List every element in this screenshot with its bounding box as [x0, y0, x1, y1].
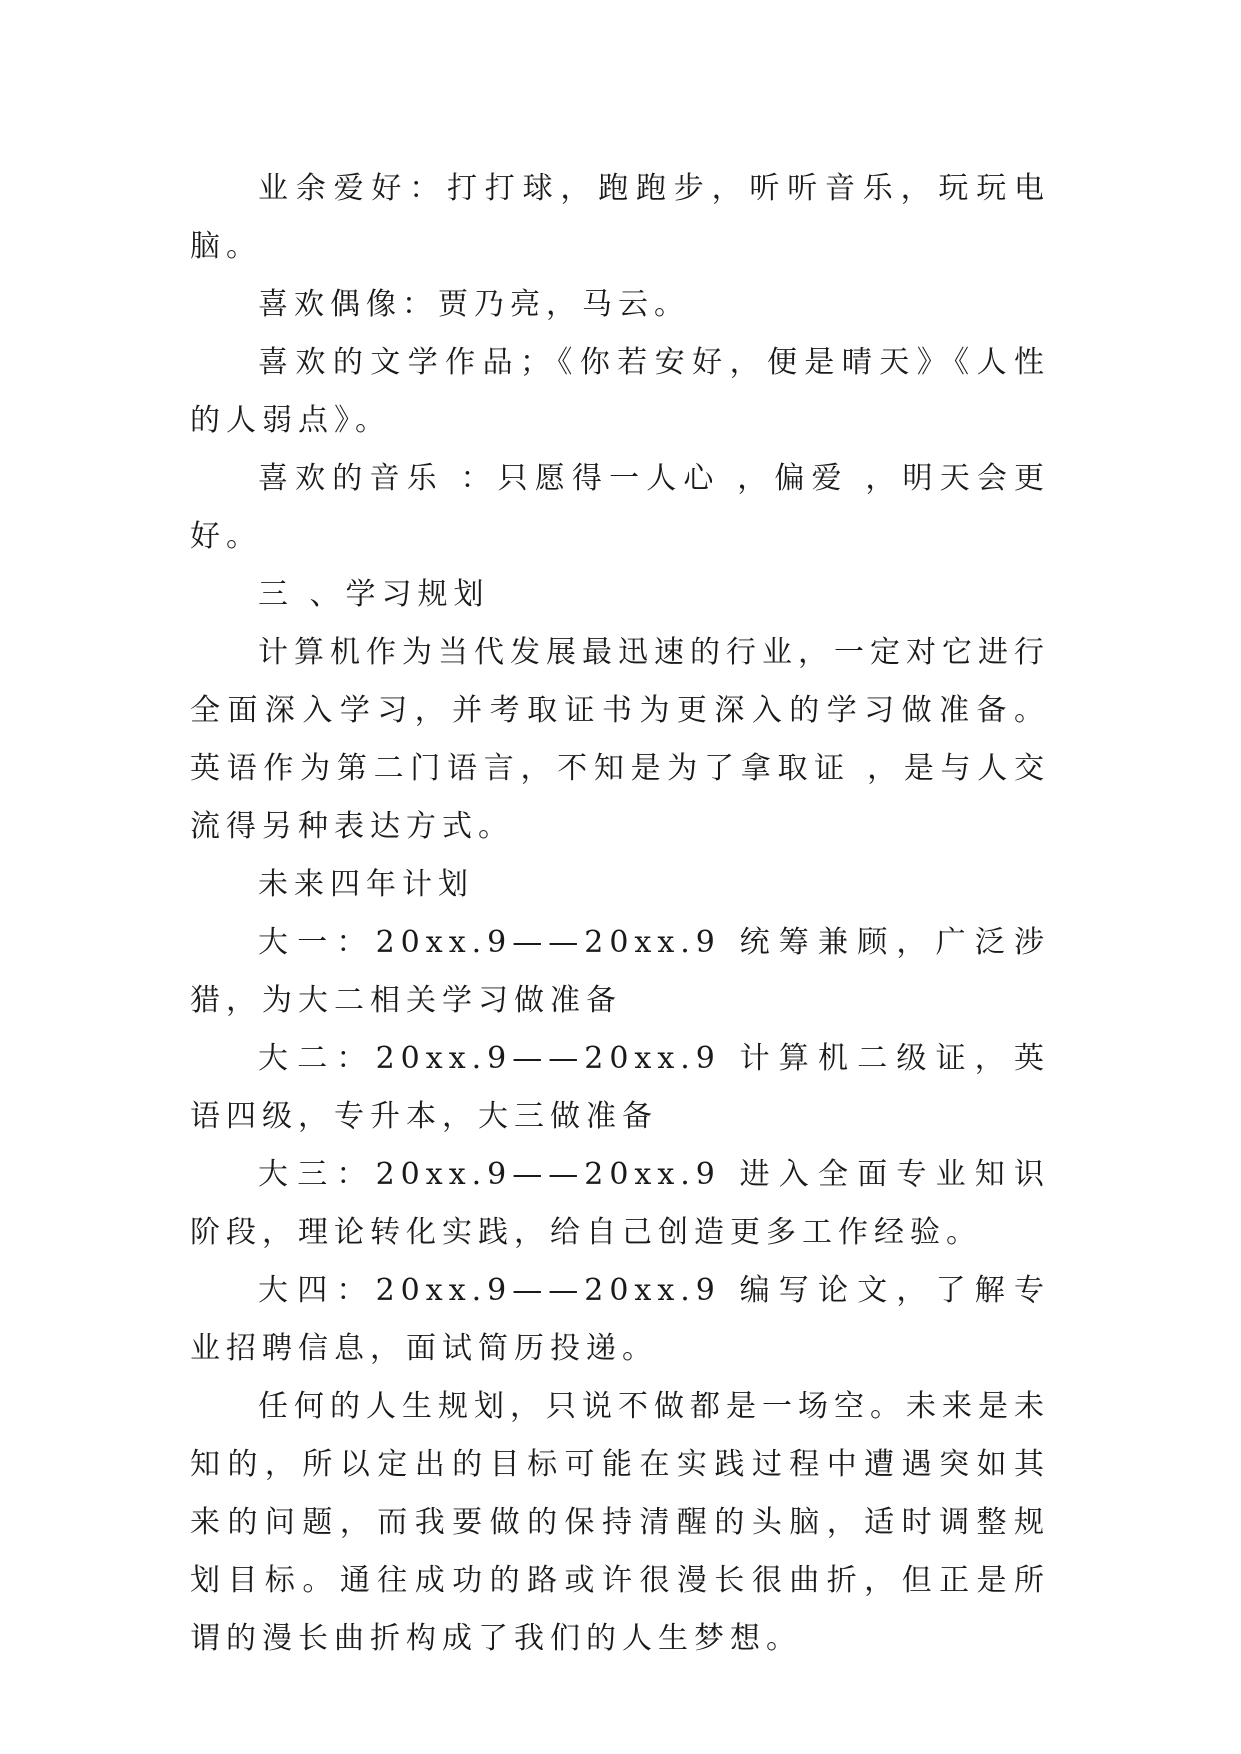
subheading-four-year-plan: 未来四年计划: [258, 867, 474, 902]
paragraph-conclusion: 任何的人生规划，只说不做都是一场空。未来是未知的，所以定出的目标可能在实践过程中遭遇突如其来的问题，而我要做的保持清醒的头脑，适时调整规划目标。通往成功的路或许很漫长很曲折，但正是所谓的漫长曲折构成了我们的人生梦想。: [190, 1389, 1050, 1656]
plan-year-four: 大四：20xx.9——20xx.9 编写论文，了解专业招聘信息，面试简历投递。: [190, 1273, 1050, 1366]
plan-year-one: 大一：20xx.9——20xx.9 统筹兼顾，广泛涉猎，为大二相关学习做准备: [190, 925, 1050, 1018]
paragraph-hobbies: 业余爱好：打打球，跑跑步，听听音乐，玩玩电脑。: [190, 171, 1050, 264]
paragraph-study-plan: 计算机作为当代发展最迅速的行业，一定对它进行全面深入学习，并考取证书为更深入的学习做准备。英语作为第二门语言，不知是为了拿取证 ，是与人交流得另种表达方式。: [190, 635, 1050, 844]
paragraph-music: 喜欢的音乐 ：只愿得一人心 ，偏爱 ，明天会更好。: [190, 461, 1050, 554]
plan-year-two: 大二：20xx.9——20xx.9 计算机二级证，英语四级，专升本，大三做准备: [190, 1041, 1050, 1134]
paragraph-idols: 喜欢偶像：贾乃亮，马云。: [258, 287, 690, 322]
section-heading-study-plan: 三 、学习规划: [258, 577, 490, 612]
plan-year-three: 大三：20xx.9——20xx.9 进入全面专业知识阶段，理论转化实践，给自己创造更多工作经验。: [190, 1157, 1050, 1250]
paragraph-literature: 喜欢的文学作品；《你若安好，便是晴天》《人性的人弱点》。: [190, 345, 1050, 438]
document-body: [190, 160, 1050, 1668]
